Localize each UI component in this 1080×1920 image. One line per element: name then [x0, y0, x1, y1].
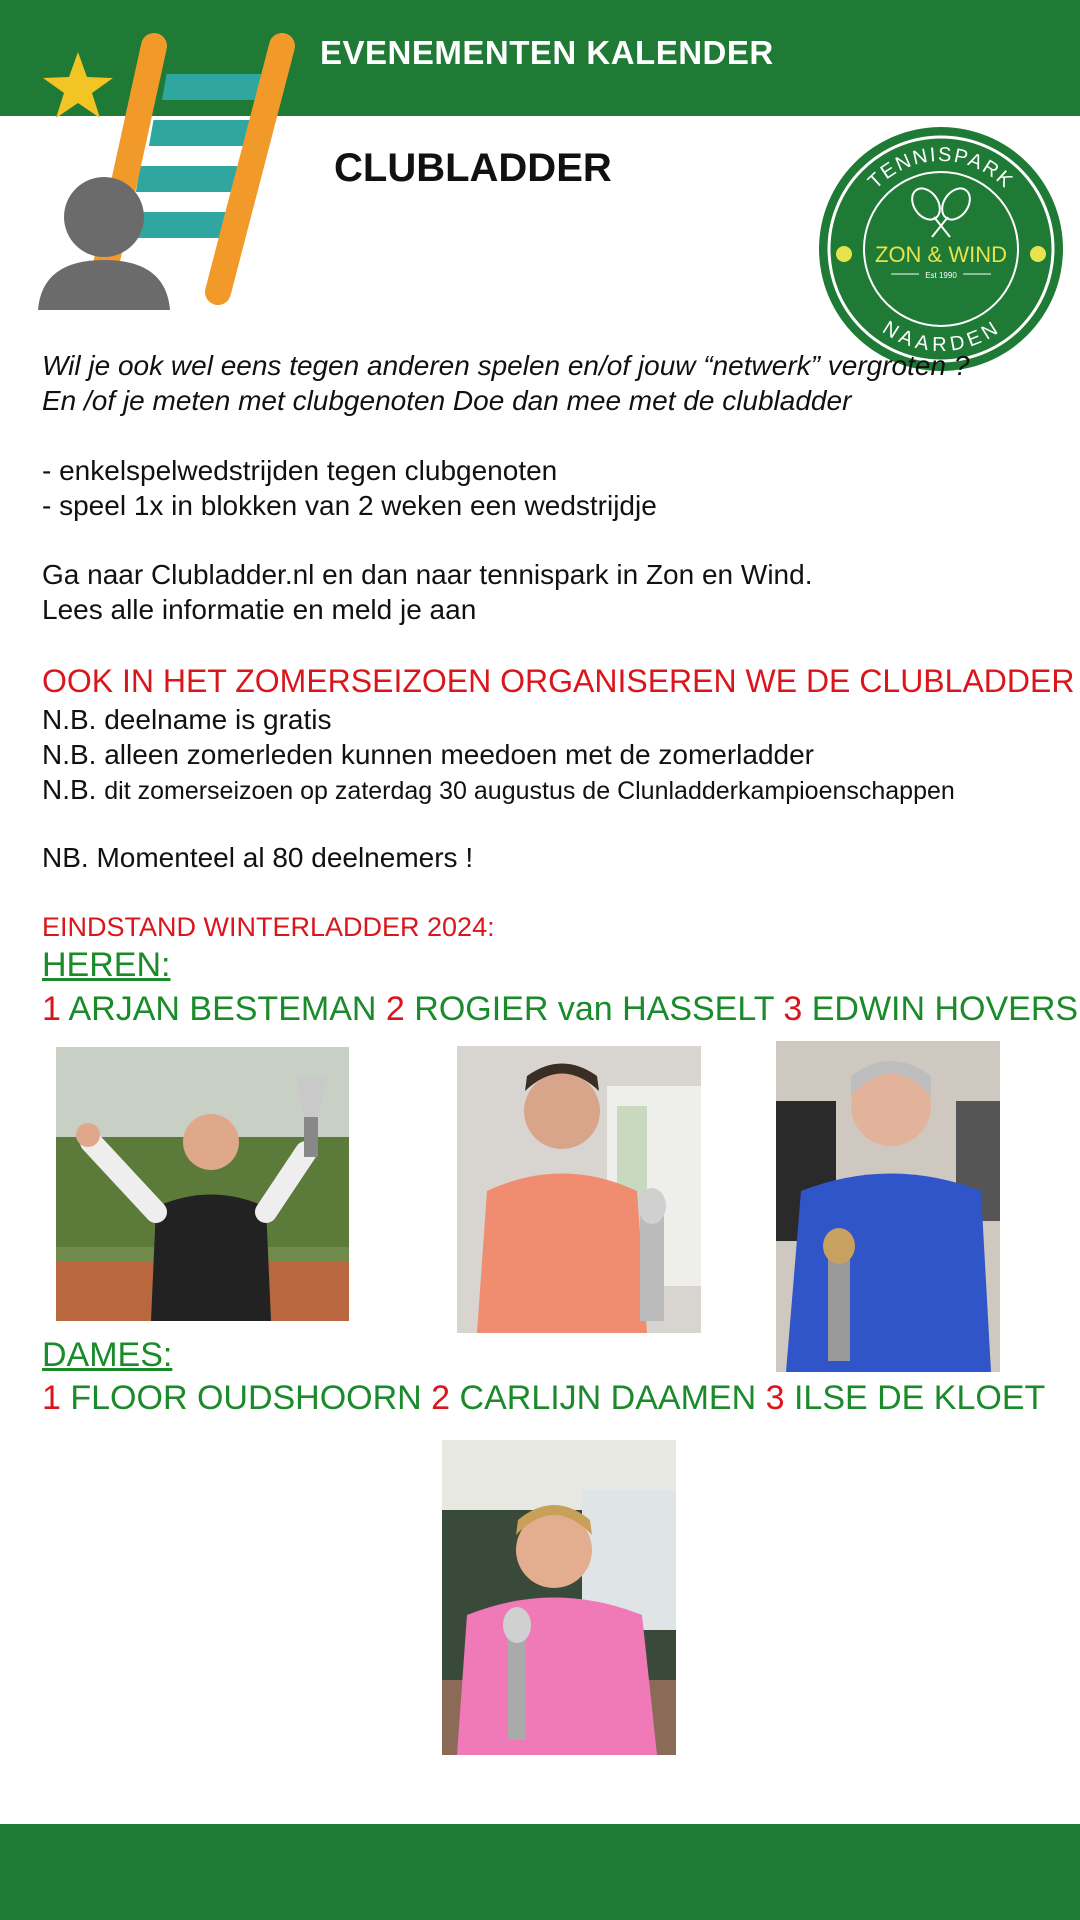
- footer-bar: [0, 1824, 1080, 1920]
- summer-heading: OOK IN HET ZOMERSEIZOEN ORGANISEREN WE DE CLUBLADDER: [42, 663, 1075, 699]
- intro-line-1: Wil je ook wel eens tegen anderen spelen en/of jouw “netwerk” vergroten ?: [42, 350, 970, 381]
- logo-est: Est 1990: [925, 271, 957, 280]
- bullet-1: - enkelspelwedstrijden tegen clubgenoten: [42, 455, 558, 486]
- photo-rogier-van-hasselt: [457, 1046, 701, 1333]
- nb-summer-members: N.B. alleen zomerleden kunnen meedoen met de zomerladder: [42, 739, 815, 770]
- men-winners: 1 ARJAN BESTEMAN 2 ROGIER van HASSELT 3 EDWIN HOVERS: [42, 990, 1079, 1028]
- women-label: DAMES:: [42, 1336, 173, 1374]
- logo-top-text: TENNISPARK: [864, 143, 1018, 194]
- info-line-1: Ga naar Clubladder.nl en dan naar tennispark in Zon en Wind.: [42, 559, 813, 590]
- ball-icon-right: [1030, 246, 1046, 262]
- ladder-icon: [34, 32, 304, 317]
- women-winners: 1 FLOOR OUDSHOORN 2 CARLIJN DAAMEN 3 ILSE DE KLOET: [42, 1379, 1046, 1417]
- info-line-2: Lees alle informatie en meld je aan: [42, 594, 477, 625]
- men-label: HEREN:: [42, 946, 171, 984]
- ball-icon-left: [836, 246, 852, 262]
- photo-floor-oudshoorn: [442, 1440, 676, 1755]
- photo-arjan-besteman: [56, 1047, 349, 1321]
- logo-name: ZON & WIND: [875, 242, 1007, 267]
- logo-bottom-text: NAARDEN: [878, 317, 1004, 357]
- page-title: CLUBLADDER: [334, 146, 612, 190]
- intro-line-2: En /of je meten met clubgenoten Doe dan mee met de clubladder: [42, 385, 852, 416]
- participants-note: NB. Momenteel al 80 deelnemers !: [42, 842, 474, 873]
- bullet-2: - speel 1x in blokken van 2 weken een wedstrijdje: [42, 490, 657, 521]
- header-title: EVENEMENTEN KALENDER: [320, 34, 774, 71]
- nb-free: N.B. deelname is gratis: [42, 704, 332, 735]
- club-logo: [816, 124, 1066, 374]
- results-heading: EINDSTAND WINTERLADDER 2024:: [42, 912, 495, 942]
- nb-championships: N.B. dit zomerseizoen op zaterdag 30 augustus de Clunladderkampioenschappen: [42, 774, 955, 805]
- photo-edwin-hovers: [776, 1041, 1000, 1372]
